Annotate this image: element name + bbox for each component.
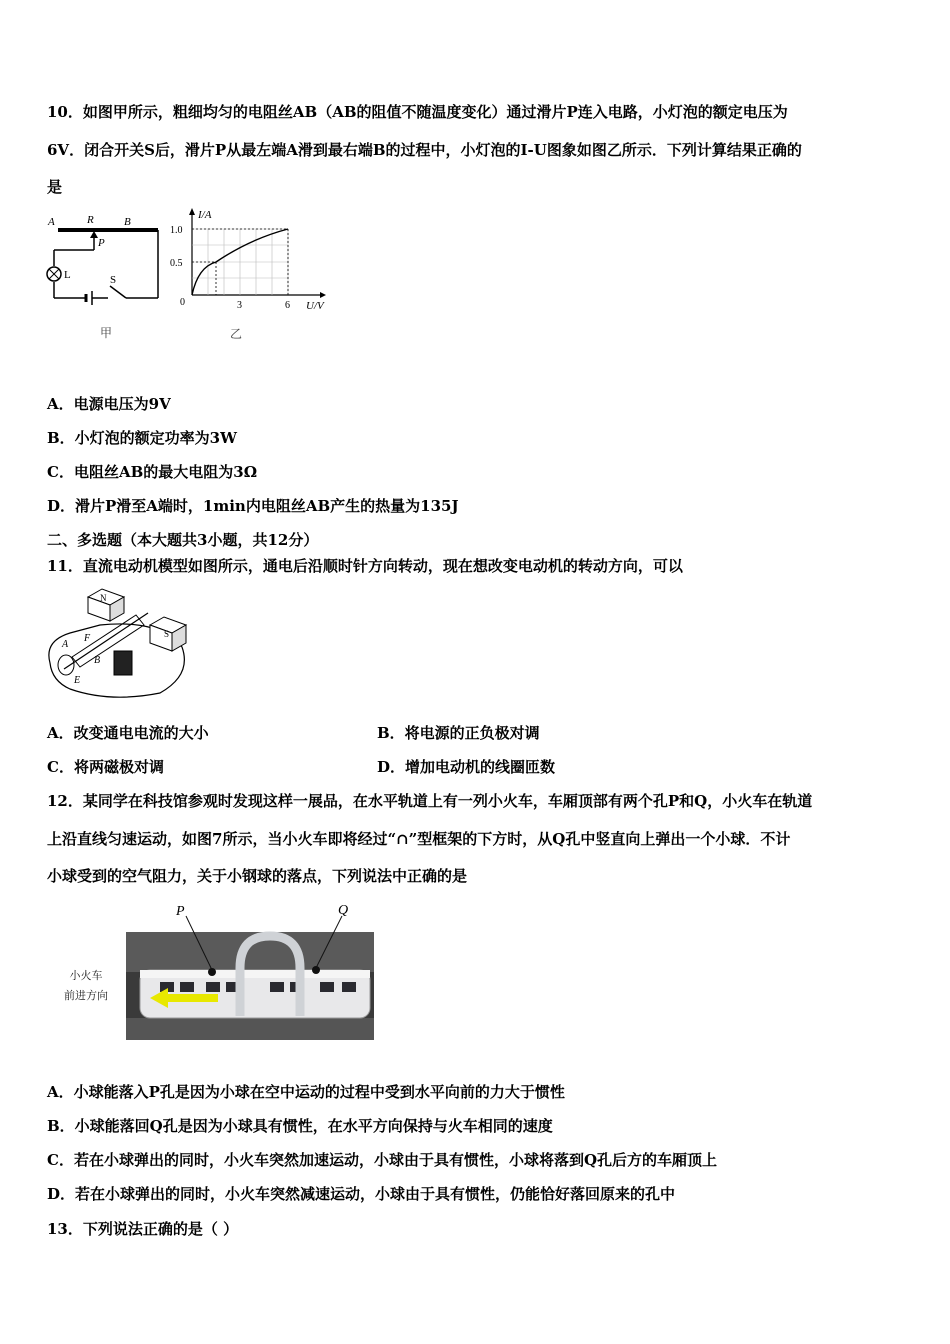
- q11-option-c: C．将两磁极对调: [47, 758, 164, 776]
- grid: [192, 229, 288, 295]
- label-r: R: [87, 214, 94, 226]
- y-tick-05: 0.5: [170, 258, 183, 269]
- switch-s: [110, 286, 126, 298]
- q10-option-a: A．电源电压为9V: [47, 395, 171, 413]
- y-axis-label: I/A: [198, 209, 212, 221]
- train-caption-line2: 前进方向: [64, 989, 108, 1002]
- iu-graph: [170, 205, 340, 345]
- q10-stem-line3: 是: [47, 178, 63, 196]
- label-p: P: [176, 904, 185, 919]
- q12-stem-line1: 12．某同学在科技馆参观时发现这样一展品，在水平轨道上有一列小火车，车厢顶部有两个孔P和Q，小火车在轨道: [47, 792, 813, 810]
- train-roof: [140, 970, 370, 978]
- caption-yi: 乙: [230, 327, 243, 341]
- track-bed: [126, 1018, 374, 1040]
- label-b: B: [124, 216, 131, 228]
- q12-option-d: D．若在小球弹出的同时，小火车突然减速运动，小球由于具有惯性，仍能恰好落回原来的孔中: [47, 1185, 676, 1203]
- x-axis-label: U/V: [306, 300, 324, 312]
- rotation-arrow-icon: [58, 655, 74, 675]
- q11-option-b: B．将电源的正负极对调: [377, 724, 540, 742]
- q10-option-c: C．电阻丝AB的最大电阻为3Ω: [47, 463, 258, 481]
- q12-option-b: B．小球能落回Q孔是因为小球具有惯性，在水平方向保持与火车相同的速度: [47, 1117, 553, 1135]
- x-tick-6: 6: [285, 300, 290, 311]
- battery-icon: [114, 651, 132, 675]
- label-e: E: [74, 675, 81, 686]
- x-axis-arrow-icon: [320, 292, 326, 298]
- label-f: F: [84, 633, 91, 644]
- q12-option-a: A．小球能落入P孔是因为小球在空中运动的过程中受到水平向前的力大于惯性: [47, 1083, 565, 1101]
- caption-jia: 甲: [100, 326, 113, 340]
- q11-stem: 11．直流电动机模型如图所示，通电后沿顺时针方向转动，现在想改变电动机的转动方向，可以: [47, 557, 683, 575]
- train-caption-line1: 小火车: [69, 969, 103, 982]
- q12-stem-line2: 上沿直线匀速运动，如图7所示，当小火车即将经过“∩”型框架的下方时，从Q孔中竖直向上弹出一个小球．不计: [47, 830, 791, 848]
- label-s: S: [164, 629, 170, 639]
- q12-stem-line3: 小球受到的空气阻力，关于小钢球的落点，下列说法中正确的是: [47, 867, 468, 885]
- label-q: Q: [338, 903, 349, 918]
- train-direction-caption: [56, 966, 116, 1006]
- shaft: [64, 613, 148, 669]
- slider-arrow-icon: [90, 231, 98, 238]
- q10-stem-line2: 6V．闭合开关S后，滑片P从最左端A滑到最右端B的过程中，小灯泡的I-U图象如图乙所示．下列计算结果正确的: [47, 141, 802, 159]
- label-l: L: [64, 269, 71, 281]
- label-b: B: [94, 655, 101, 666]
- y-axis-arrow-icon: [189, 208, 195, 215]
- q10-stem-line1: 10．如图甲所示，粗细均匀的电阻丝AB（AB的阻值不随温度变化）通过滑片P连入电路，小灯泡的额定电压为: [47, 103, 788, 121]
- origin-label: 0: [180, 297, 185, 308]
- q11-option-a: A．改变通电电流的大小: [47, 724, 209, 742]
- y-tick-1: 1.0: [170, 225, 183, 236]
- x-tick-3: 3: [237, 300, 242, 311]
- q13-stem: 13．下列说法正确的是（ ）: [47, 1220, 239, 1238]
- label-a: A: [48, 216, 55, 228]
- circuit-diagram: [40, 210, 170, 345]
- label-a: A: [62, 639, 69, 650]
- label-p: P: [98, 237, 105, 249]
- q11-option-d: D．增加电动机的线圈匝数: [377, 758, 556, 776]
- q10-option-b: B．小灯泡的额定功率为3W: [47, 429, 237, 447]
- q10-option-d: D．滑片P滑至A端时，1min内电阻丝AB产生的热量为135J: [47, 497, 459, 515]
- train-photo: [120, 898, 380, 1043]
- q12-option-c: C．若在小球弹出的同时，小火车突然加速运动，小球由于具有惯性，小球将落到Q孔后方的车厢顶上: [47, 1151, 718, 1169]
- motor-diagram: [40, 585, 200, 705]
- section-heading: 二、多选题（本大题共3小题，共12分）: [47, 531, 319, 549]
- label-s: S: [110, 274, 117, 286]
- label-n: N: [100, 593, 107, 603]
